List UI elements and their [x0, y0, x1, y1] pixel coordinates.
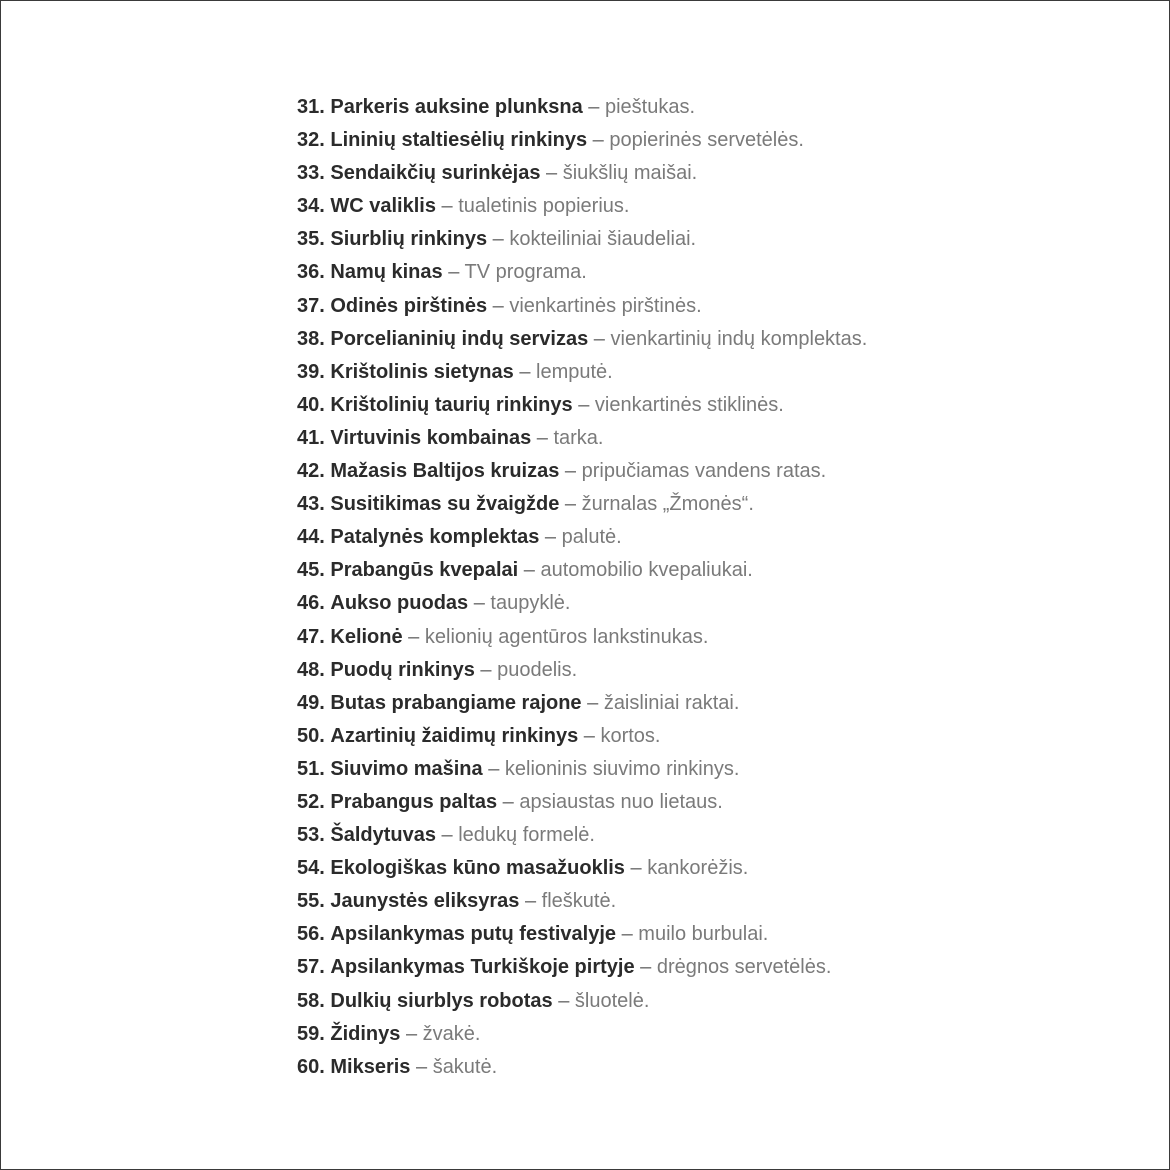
item-number: 47. — [297, 625, 325, 648]
item-number: 56. — [297, 923, 325, 946]
list-item — [297, 389, 867, 422]
item-number: 58. — [297, 989, 325, 1012]
item-replacement: fleškutė. — [541, 890, 617, 913]
item-number: 46. — [297, 592, 325, 615]
item-number: 51. — [297, 757, 325, 780]
item-separator: – — [572, 393, 595, 416]
item-number: 55. — [297, 890, 325, 913]
item-number: 59. — [297, 1022, 325, 1045]
item-number: 57. — [297, 956, 325, 979]
item-title: Židinys — [330, 1022, 401, 1045]
item-replacement: pripučiamas vandens ratas. — [581, 460, 827, 483]
item-title: Parkeris auksine plunksna — [330, 96, 583, 118]
item-title: Puodų rinkinys — [330, 658, 475, 681]
item-separator: – — [539, 526, 562, 549]
list-item — [297, 290, 867, 323]
item-title: Butas prabangiame rajone — [330, 691, 582, 714]
item-number: 33. — [297, 162, 325, 185]
item-number: 35. — [297, 228, 325, 251]
item-replacement: lemputė. — [536, 360, 613, 383]
list-item — [297, 488, 867, 521]
item-replacement: drėgnos servetėlės. — [656, 956, 832, 979]
item-replacement: pieštukas. — [604, 96, 696, 118]
item-title: Aukso puodas — [330, 592, 469, 615]
item-separator: – — [518, 559, 541, 582]
list-item — [297, 256, 867, 289]
item-title: Susitikimas su žvaigžde — [330, 493, 560, 516]
item-replacement: tualetinis popierius. — [458, 195, 630, 218]
item-number: 32. — [297, 129, 325, 152]
item-separator: – — [634, 956, 657, 979]
list-item — [297, 654, 867, 687]
item-replacement: vienkartinės stiklinės. — [594, 393, 784, 416]
item-separator: – — [582, 96, 605, 118]
item-separator: – — [435, 195, 459, 218]
item-title: WC valiklis — [330, 195, 436, 218]
item-title: Siuvimo mašina — [330, 757, 483, 780]
list-item — [297, 687, 867, 720]
item-separator: – — [540, 162, 563, 185]
item-replacement: vienkartinės pirštinės. — [509, 294, 702, 317]
item-title: Ekologiškas kūno masažuoklis — [330, 857, 625, 880]
item-separator: – — [519, 890, 542, 913]
item-separator: – — [588, 327, 611, 350]
list-item — [297, 587, 867, 620]
item-separator: – — [487, 228, 510, 251]
item-separator: – — [442, 261, 465, 284]
item-title: Prabangus paltas — [330, 790, 498, 813]
item-replacement: žurnalas „Žmonės“. — [581, 493, 754, 516]
item-separator: – — [487, 294, 510, 317]
item-number: 53. — [297, 824, 325, 847]
list-item — [297, 356, 867, 389]
list-item — [297, 852, 867, 885]
item-separator: – — [616, 923, 639, 946]
item-number: 49. — [297, 691, 325, 714]
item-title: Šaldytuvas — [330, 824, 436, 847]
item-separator: – — [410, 1055, 433, 1078]
item-title: Namų kinas — [330, 261, 443, 284]
item-number: 40. — [297, 393, 325, 416]
item-separator: – — [468, 592, 491, 615]
list-item — [297, 621, 867, 654]
item-separator: – — [587, 129, 610, 152]
item-number: 31. — [297, 96, 325, 118]
item-replacement: šiukšlių maišai. — [562, 162, 698, 185]
item-replacement: žaisliniai raktai. — [603, 691, 740, 714]
list-item — [297, 323, 867, 356]
item-title: Sendaikčių surinkėjas — [330, 162, 541, 185]
item-title: Apsilankymas Turkiškoje pirtyje — [330, 956, 635, 979]
list-item — [297, 190, 867, 223]
item-replacement: žvakė. — [422, 1022, 481, 1045]
item-title: Jaunystės eliksyras — [330, 890, 520, 913]
item-number: 52. — [297, 790, 325, 813]
item-number: 45. — [297, 559, 325, 582]
item-separator: – — [400, 1022, 423, 1045]
item-number: 50. — [297, 724, 325, 747]
list-item — [297, 91, 867, 124]
item-title: Lininių staltiesėlių rinkinys — [330, 129, 588, 152]
list-item — [297, 1051, 867, 1084]
item-number: 60. — [297, 1055, 325, 1078]
item-replacement: šakutė. — [432, 1055, 498, 1078]
item-number: 54. — [297, 857, 325, 880]
list-item — [297, 885, 867, 918]
item-title: Dulkių siurblys robotas — [330, 989, 553, 1012]
item-replacement: puodelis. — [497, 658, 578, 681]
item-separator: – — [497, 790, 520, 813]
list-item — [297, 455, 867, 488]
item-title: Krištolinių taurių rinkinys — [330, 393, 573, 416]
item-number: 44. — [297, 526, 325, 549]
item-replacement: muilo burbulai. — [638, 923, 769, 946]
list-item — [297, 157, 867, 190]
list-item — [297, 918, 867, 951]
item-replacement: palutė. — [561, 526, 622, 549]
list-item — [297, 753, 867, 786]
item-separator: – — [531, 426, 554, 449]
item-replacement: kortos. — [600, 724, 661, 747]
item-title: Porcelianinių indų servizas — [330, 327, 589, 350]
item-number: 34. — [297, 195, 325, 218]
item-separator: – — [513, 360, 537, 383]
item-replacement: apsiaustas nuo lietaus. — [519, 790, 723, 813]
list-item — [297, 819, 867, 852]
item-title: Prabangūs kvepalai — [330, 559, 519, 582]
item-replacement: ledukų formelė. — [458, 824, 595, 847]
item-separator: – — [559, 493, 582, 516]
item-title: Siurblių rinkinys — [330, 228, 488, 251]
item-number: 48. — [297, 658, 325, 681]
list-item — [297, 554, 867, 587]
list-item — [297, 1018, 867, 1051]
item-number: 38. — [297, 327, 325, 350]
item-separator: – — [578, 724, 601, 747]
item-title: Virtuvinis kombainas — [330, 426, 532, 449]
list-item — [297, 521, 867, 554]
item-number: 39. — [297, 360, 325, 383]
list-item — [297, 951, 867, 984]
item-title: Odinės pirštinės — [330, 294, 488, 317]
item-number: 37. — [297, 294, 325, 317]
item-title: Mažasis Baltijos kruizas — [330, 460, 560, 483]
item-number: 43. — [297, 493, 325, 516]
list-item — [297, 786, 867, 819]
item-separator: – — [624, 857, 648, 880]
list-item — [297, 422, 867, 455]
list-item — [297, 985, 867, 1018]
item-title: Azartinių žaidimų rinkinys — [330, 724, 579, 747]
item-title: Krištolinis sietynas — [330, 360, 514, 383]
item-replacement: vienkartinių indų komplektas. — [610, 327, 868, 350]
item-separator: – — [559, 460, 582, 483]
item-list — [297, 91, 867, 1084]
item-separator: – — [581, 691, 604, 714]
item-replacement: tarka. — [553, 426, 604, 449]
list-item — [297, 720, 867, 753]
item-replacement: taupyklė. — [490, 592, 571, 615]
item-number: 42. — [297, 460, 325, 483]
item-title: Apsilankymas putų festivalyje — [330, 923, 617, 946]
item-number: 36. — [297, 261, 325, 284]
item-replacement: popierinės servetėlės. — [609, 129, 804, 152]
item-title: Kelionė — [330, 625, 403, 648]
list-item — [297, 124, 867, 157]
item-replacement: kokteiliniai šiaudeliai. — [509, 228, 697, 251]
item-replacement: automobilio kvepaliukai. — [540, 559, 753, 582]
item-title: Mikseris — [330, 1055, 411, 1078]
item-separator: – — [474, 658, 498, 681]
item-separator: – — [435, 824, 459, 847]
item-replacement: TV programa. — [464, 261, 587, 284]
item-replacement: kelionių agentūros lankstinukas. — [424, 625, 709, 648]
item-separator: – — [482, 757, 505, 780]
item-number: 41. — [297, 426, 325, 449]
item-replacement: kelioninis siuvimo rinkinys. — [504, 757, 740, 780]
item-replacement: šluotelė. — [574, 989, 650, 1012]
item-replacement: kankorėžis. — [647, 857, 749, 880]
item-title: Patalynės komplektas — [330, 526, 540, 549]
item-separator: – — [552, 989, 575, 1012]
list-item — [297, 223, 867, 256]
item-separator: – — [402, 625, 425, 648]
